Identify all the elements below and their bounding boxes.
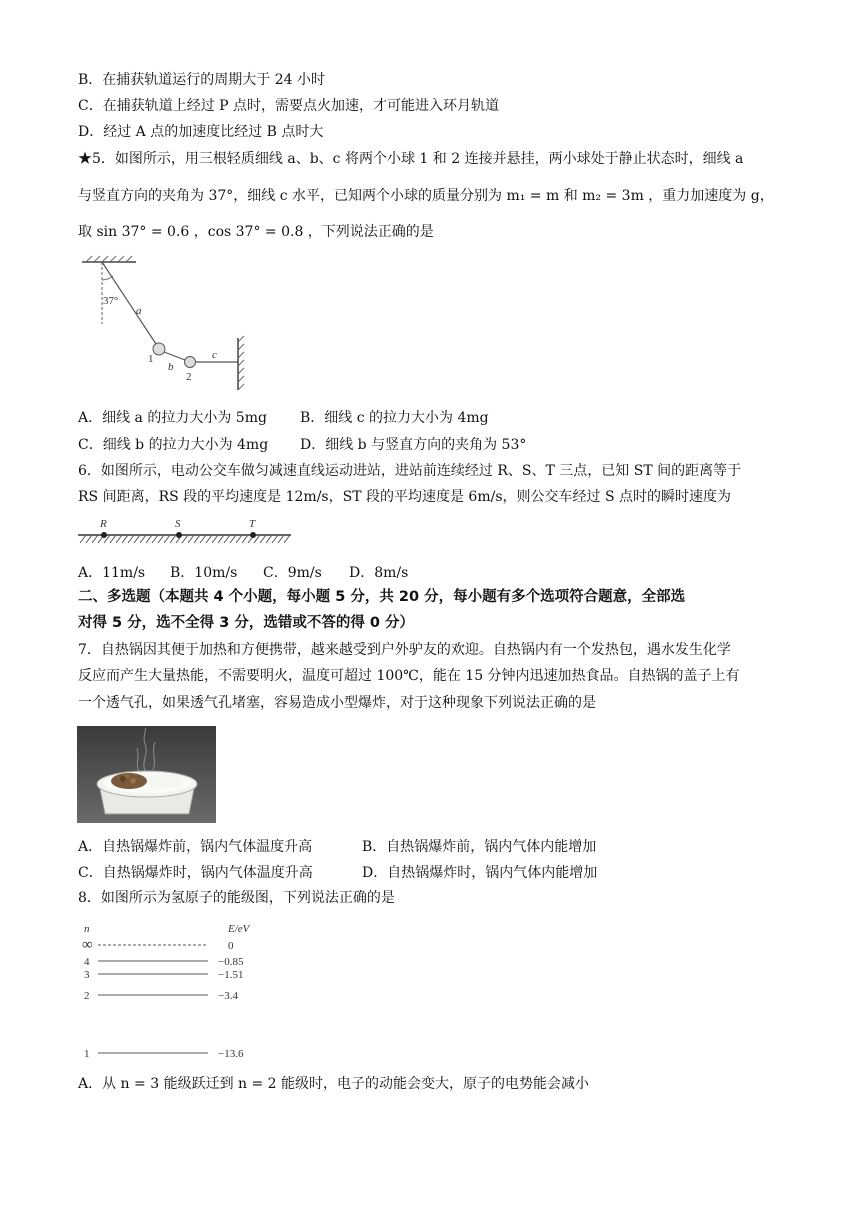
q7-option-d: D．自热锅爆炸时，锅内气体内能增加: [362, 865, 598, 881]
q6-point-t-label: T: [249, 518, 256, 530]
q8-level-1-n: 1: [84, 1048, 90, 1060]
q8-option-a: A．从 n = 3 能级跃迁到 n = 2 能级时，电子的动能会变大，原子的电势能会减小: [78, 1076, 590, 1092]
q7-stem-line3: 一个透气孔，如果透气孔堵塞，容易造成小型爆炸，对于这种现象下列说法正确的是: [78, 695, 596, 711]
q6-stem-line1: 6．如图所示，电动公交车做匀减速直线运动进站，进站前连续经过 R、S、T 三点，已知 ST 间的距离等于: [78, 463, 742, 479]
q5-option-a: A．细线 a 的拉力大小为 5mg: [78, 410, 267, 426]
q5-stem-line2: 与竖直方向的夹角为 37°，细线 c 水平，已知两个小球的质量分别为 m₁ = m 和 m₂ = 3m ，重力加速度为 g，: [78, 188, 774, 204]
q5-string-c-label: c: [212, 349, 217, 361]
q7-option-a: A．自热锅爆炸前，锅内气体温度升高: [78, 839, 313, 855]
q7-option-b: B．自热锅爆炸前，锅内气体内能增加: [362, 839, 597, 855]
q7-self-heating-pot-photo: [77, 726, 216, 823]
q6-point-r-label: R: [100, 518, 107, 530]
q8-level-inf-e: 0: [228, 940, 234, 952]
q4-option-d: D．经过 A 点的加速度比经过 B 点时大: [78, 124, 324, 140]
q5-option-d: D．细线 b 与竖直方向的夹角为 53°: [300, 437, 527, 453]
q8-level-3-e: −1.51: [218, 969, 244, 981]
q7-stem-line2: 反应而产生大量热能，不需要明火，温度可超过 100℃，能在 15 分钟内迅速加热食品。自热锅的盖子上有: [78, 668, 740, 684]
q5-string-b-label: b: [168, 361, 174, 373]
q6-option-d: D．8m/s: [349, 565, 409, 581]
q5-stem-line3: 取 sin 37° = 0.6 ，cos 37° = 0.8 ，下列说法正确的是: [78, 224, 434, 240]
q7-stem-line1: 7．自热锅因其便于加热和方便携带，越来越受到户外驴友的欢迎。自热锅内有一个发热包，遇水发生化学: [78, 642, 731, 658]
q8-level-inf-n: ∞: [82, 937, 93, 953]
q4-option-b: B．在捕获轨道运行的周期大于 24 小时: [78, 72, 326, 88]
q6-road-figure: [76, 513, 296, 551]
section2-heading-line1: 二、多选题（本题共 4 个小题，每小题 5 分，共 20 分，每小题有多个选项符合题意，全部选: [78, 589, 686, 605]
q5-stem-line1: ★5．如图所示，用三根轻质细线 a、b、c 将两个小球 1 和 2 连接并悬挂，两小球处于静止状态时，细线 a: [78, 151, 744, 167]
q5-string-figure: [78, 252, 268, 397]
q8-level-2-e: −3.4: [218, 990, 238, 1002]
q8-level-4-n: 4: [84, 956, 90, 968]
q6-point-s-label: S: [175, 518, 181, 530]
q5-ball1-label: 1: [148, 353, 154, 365]
q6-stem-line2: RS 间距离，RS 段的平均速度是 12m/s，ST 段的平均速度是 6m/s，则公交车经过 S 点时的瞬时速度为: [78, 489, 732, 505]
q8-n-axis-label: n: [84, 923, 90, 935]
q8-stem: 8．如图所示为氢原子的能级图，下列说法正确的是: [78, 890, 395, 906]
q6-option-a: A．11m/s: [78, 565, 146, 581]
q5-option-c: C．细线 b 的拉力大小为 4mg: [78, 437, 269, 453]
q8-level-3-n: 3: [84, 969, 90, 981]
q8-level-4-e: −0.85: [218, 956, 244, 968]
q6-option-c: C．9m/s: [263, 565, 322, 581]
q4-option-c: C．在捕获轨道上经过 P 点时，需要点火加速，才可能进入环月轨道: [78, 98, 500, 114]
q5-string-a-label: a: [136, 305, 142, 317]
q5-option-b: B．细线 c 的拉力大小为 4mg: [300, 410, 489, 426]
q8-level-1-e: −13.6: [218, 1048, 244, 1060]
q6-option-b: B．10m/s: [170, 565, 238, 581]
q8-energy-axis-label: E/eV: [228, 923, 250, 935]
q5-angle-label: 37°: [103, 295, 119, 307]
q5-ball2-label: 2: [186, 371, 192, 383]
q8-level-2-n: 2: [84, 990, 90, 1002]
section2-heading-line2: 对得 5 分，选不全得 3 分，选错或不答的得 0 分）: [78, 615, 415, 631]
q8-energy-level-diagram: [78, 922, 278, 1062]
q7-option-c: C．自热锅爆炸时，锅内气体温度升高: [78, 865, 313, 881]
